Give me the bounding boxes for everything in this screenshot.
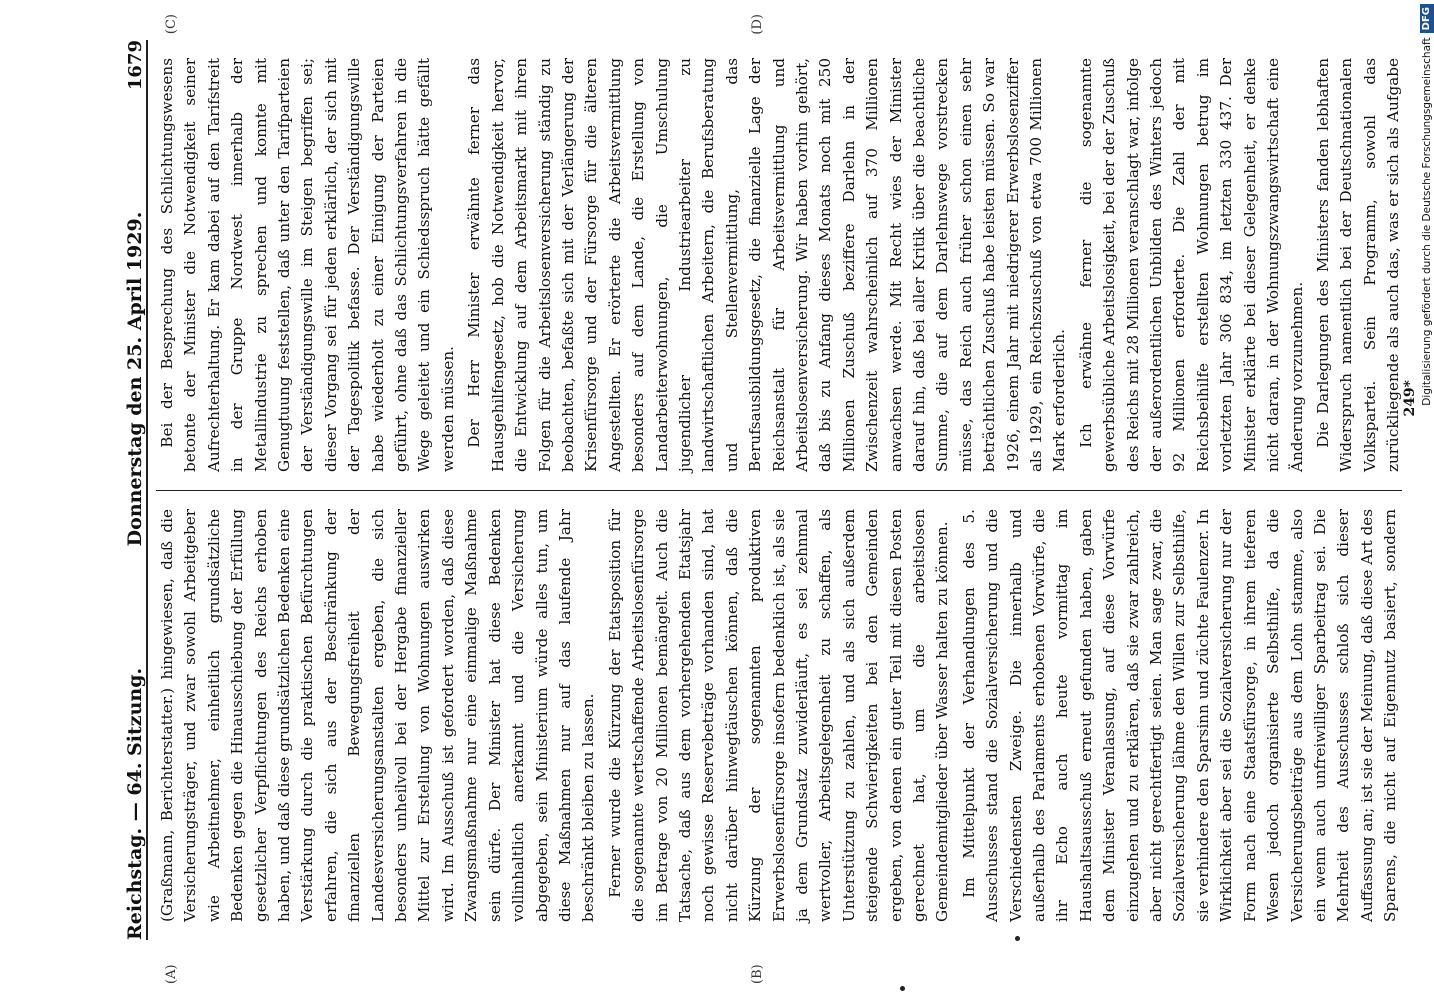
scan-speck — [1015, 936, 1020, 941]
left-paragraph: Ferner wurde die Kürzung der Etatsposition für die sogenannte wertschaffende Arbeitslosenfürsorge im Betrage von 20 Millionen bemängelt. Auch die Tatsache, daß aus dem vorhergehenden Etatsjahr noch gewisse Reservebeträge vorhanden sind, hat nicht darüber hinwegtäuschen können, daß die Kürzung der sogenannten produktiven Erwerbslosenfürsorge insofern bedenklich ist, als sie ja dem Grundsatz zuwiderläuft, es sei zehnmal wertvoller, Arbeitsgelegenheit zu schaffen, als Unterstützung zu zahlen, und als sich außerdem steigende Schwierigkeiten bei den Gemeinden ergeben, von denen ein guter Teil mit diesen Posten gerechnet hat, um die arbeitslosen Gemeindemitglieder über Wasser halten zu können. — [605, 509, 952, 922]
left-column — [156, 490, 1402, 940]
text-columns — [156, 40, 1402, 940]
right-paragraph: Die Darlegungen des Ministers fanden lebhaften Widerspruch namentlich bei der Deutschnationalen Volkspartei. Sein Programm, sowohl das zurückliegende als auch das, was er sich als Aufgabe — [1313, 58, 1402, 472]
right-paragraph: Ich erwähne ferner die sogenannte gewerbsübliche Arbeitslosigkeit, bei der der Zuschuß des Reichs mit 28 Millionen veranschlagt war, infolge der außerordentlichen Unbilden des Winters jedoch 92 Millionen erforderte. Die Zahl der mit Reichsbeihilfe erstellten Wohnungen betrug im vorletzten Jahr 306 834, im letzten 330 437. Der Minister erklärte bei dieser Gelegenheit, er denke nicht daran, in der Wohnungszwangswirtschaft eine Änderung vorzunehmen. — [1076, 57, 1306, 472]
right-paragraph: Der Herr Minister erwähnte ferner das Hausgehilfengesetz, hob die Notwendigkeit hervor, die Entwicklung auf dem Arbeitsmarkt mit ihren Folgen für die Arbeitslosenversicherung ständig zu beobachten, befaßte sich mit der Verlängerung der Krisenfürsorge und der Fürsorge für die älteren Angestellten. Er erörterte die Arbeitsvermittlung besonders auf dem Lande, die Erstellung von Landarbeiterwohnungen, die Umschulung jugendlicher Industriearbeiter zu landwirtschaftlichen Arbeitern, die Berufsberatung und Stellenvermittlung, das Berufsausbildungsgesetz, die finanzielle Lage der Reichsanstalt für Arbeitsvermittlung und Arbeitslosenversicherung. Wir haben vorhin gehört, daß bis zu Anfang dieses Monats noch mit 250 Millionen Zuschuß beziffere Darlehn in der Zwischenzeit wahrscheinlich auf 370 Millionen anwachsen werde. Mit Recht wies der Minister darauf hin, daß bei aller Kritik über die beachtliche Summe, die auf dem Darlehnswege vorstrecken müsse, das Reich auch früher schon einen sehr beträchtlichen Zuschuß habe leisten müssen. So war 1926, einem Jahr mit niedrigerer Erwerbslosenziffer als 1929, ein Reichszuschuß von etwa 700 Millionen Mark erforderlich. — [465, 58, 1069, 472]
margin-marker-c: (C) — [164, 14, 179, 35]
header-date: Donnerstag den 25. April 1929. — [124, 211, 146, 547]
left-paragraph: (Graßmann, Berichterstatter.) hingewiesen, daß die Versicherungsträger, und zwar sowohl Arbeitgeber wie Arbeitnehmer, einheitlich grundsätzliche Bedenken gegen die Hinausschiebung der Erfüllung gesetzlicher Verpflichtungen des Reichs erhoben haben, und daß diese grundsätzlichen Bedenken eine Verstärkung durch die praktischen Befürchtungen erfahren, die sich aus der Beschränkung der finanziellen Bewegungsfreiheit der Landesversicherungsanstalten ergeben, die sich besonders unheilvoll bei der Hergabe finanzieller Mittel zur Erstellung von Wohnungen auswirken wird. Im Ausschuß ist gefordert worden, daß diese Zwangsmaßnahme nur eine einmalige Maßnahme sein dürfe. Der Minister hat diese Bedenken vollinhaltlich anerkannt und die Versicherung abgegeben, sein Ministerium würde alles tun, um diese Maßnahmen nur auf das laufende Jahr beschränkt bleiben zu lassen. — [158, 509, 598, 922]
scanned-page — [60, 0, 1430, 1000]
page-header — [110, 40, 148, 940]
signature-mark: 249* — [1402, 380, 1418, 417]
margin-marker-b: (B) — [750, 964, 765, 984]
digitization-credit — [1416, 0, 1434, 1000]
header-session: Reichstag. — 64. Sitzung. — [124, 667, 146, 940]
margin-marker-d: (D) — [750, 14, 765, 35]
dfg-logo: DFG — [1420, 4, 1434, 33]
page-number: 1679 — [125, 40, 146, 91]
margin-marker-a: (A) — [164, 964, 179, 984]
scan-speck — [900, 986, 905, 991]
right-column — [156, 40, 1402, 490]
right-paragraph: Bei der Besprechung des Schlichtungswesens betonte der Minister die Notwendigkeit seiner Aufrechterhaltung. Er kam dabei auf den Tarifstreit in der Gruppe Nordwest innerhalb der Metallindustrie zu sprechen und konnte mit Genugtuung feststellen, daß unter den Tarifparteien der Verständigungswille im Steigen begriffen sei; dieser Vorgang sei für jeden erklärlich, der sich mit der Tagespolitik befasse. Der Verständigungswille habe wiederholt zu einer Einigung der Parteien geführt, ohne daß das Schlichtungsverfahren in die Wege geleitet und ein Schiedsspruch hätte gefällt werden müssen. — [158, 58, 457, 472]
digitization-note: Digitalisierung gefördert durch die Deutsche Forschungsgemeinschaft — [1421, 37, 1433, 406]
left-paragraph: Im Mittelpunkt der Verhandlungen des 5. Ausschusses stand die Sozialversicherung und die Verschiedensten Zweige. Die innerhalb und außerhalb des Parlaments erhobenen Vorwürfe, die ihr Echo auch heute vormittag im Haushaltsausschuß erneut gefunden haben, gaben dem Minister Veranlassung, auf diese Vorwürfe einzugehen und zu erklären, daß sie zwar zahlreich, aber nicht gerechtfertigt seien. Man sage zwar, die Sozialversicherung lähme den Willen zur Selbsthilfe, sie verhindere den Sparsinn und züchte Faulenzer. In Wirklichkeit aber sei die Sozialversicherung nur der Form nach eine Staatsfürsorge, in ihrem tieferen Wesen jedoch organisierte Selbsthilfe, da die Versicherungsbeiträge aus dem Lohn stamme, also ein wenn auch unfreiwilliger Sparbeitrag sei. Die Mehrheit des Ausschusses schloß sich dieser Auffassung an; ist sie der Meinung, daß diese Art des Sparens, die nicht auf Eigennutz basiert, sondern — [959, 509, 1400, 922]
